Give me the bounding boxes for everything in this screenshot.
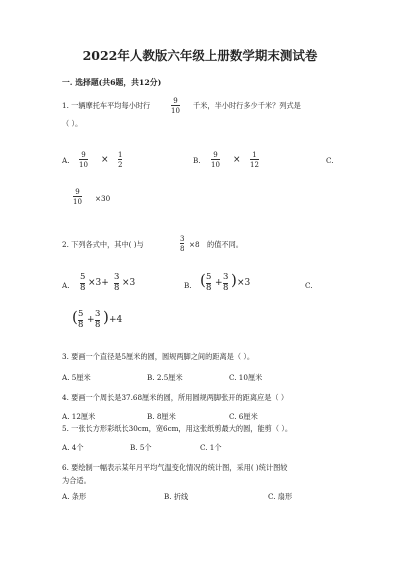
q1-option-b-times: × bbox=[233, 155, 241, 165]
q6-option-b: B. 折线 bbox=[164, 492, 189, 501]
q1-option-a-fraction-1-denominator: 10 bbox=[79, 160, 88, 169]
q1-option-b-fraction-2 bbox=[250, 151, 259, 169]
q5-option-a: A. 4个 bbox=[62, 443, 84, 452]
q1-option-b-fraction-1-denominator: 10 bbox=[211, 160, 220, 169]
q1-option-a-fraction-2-denominator: 2 bbox=[118, 160, 123, 169]
q1-option-a-fraction-2 bbox=[118, 151, 122, 169]
page-title: 2022年人教版六年级上册数学期末测试卷 bbox=[82, 48, 318, 63]
q2-option-a-fraction-2-denominator: 8 bbox=[114, 283, 120, 293]
q1-option-a-fraction-2-numerator: 1 bbox=[118, 151, 123, 159]
q1-stem-part1: 1. 一辆摩托车平均每小时行 bbox=[62, 101, 151, 110]
q2-stem-fraction bbox=[180, 235, 184, 253]
q2-option-c-close-paren: ) bbox=[103, 308, 109, 326]
q2-option-b-fraction-1-denominator: 8 bbox=[206, 283, 212, 293]
q2-option-c-label: C. bbox=[305, 281, 313, 290]
q6-stem-line1: 6. 要绘制一幅表示某年月平均气温变化情况的统计图，采用( )统计图较 bbox=[62, 463, 288, 472]
q2-option-a-fraction-1-denominator: 8 bbox=[80, 283, 86, 293]
q1-stem-part2: 千米，半小时行多少千米？列式是 bbox=[193, 101, 301, 110]
q2-stem-fraction-denominator: 8 bbox=[180, 244, 185, 253]
q2-option-b-end: ×3 bbox=[237, 278, 251, 288]
q5-option-b: B. 5个 bbox=[130, 443, 152, 452]
q1-option-b-fraction-2-denominator: 12 bbox=[250, 160, 259, 169]
q2-option-c-fraction-1-denominator: 8 bbox=[78, 320, 84, 330]
q4-option-b: B. 8厘米 bbox=[147, 412, 176, 421]
q2-option-a-middle: ×3+ bbox=[88, 278, 109, 288]
q1-option-a-fraction-1-numerator: 9 bbox=[81, 151, 86, 159]
q2-option-a-fraction-2-numerator: 3 bbox=[114, 272, 120, 282]
q2-option-a-end: ×3 bbox=[122, 278, 136, 288]
q2-option-b-open-paren: ( bbox=[200, 271, 206, 289]
q4-option-a: A. 12厘米 bbox=[62, 412, 96, 421]
q2-stem-times: ×8 bbox=[189, 240, 200, 249]
q3-option-b: B. 2.5厘米 bbox=[147, 373, 183, 382]
q2-option-a-fraction-1-numerator: 5 bbox=[80, 272, 86, 282]
q2-option-b-fraction-2-numerator: 3 bbox=[223, 272, 229, 282]
q2-stem-part1: 2. 下列各式中，其中( )与 bbox=[62, 240, 144, 249]
q3-option-c: C. 10厘米 bbox=[229, 373, 263, 382]
q1-option-b-fraction-2-numerator: 1 bbox=[252, 151, 257, 159]
q1-option-c-rest: ×30 bbox=[95, 194, 111, 203]
q2-option-b-fraction-1 bbox=[206, 273, 211, 294]
q2-option-c-fraction-1-numerator: 5 bbox=[78, 309, 84, 319]
q1-stem-part3: （ ）。 bbox=[62, 119, 83, 128]
q2-option-c-fraction-2 bbox=[95, 310, 100, 331]
q3-option-a: A. 5厘米 bbox=[62, 373, 91, 382]
q6-stem-line2: 为合适。 bbox=[62, 476, 91, 485]
q4-stem: 4. 要画一个周长是37.68厘米的圆，所用圆规两脚张开的距离应是（ ） bbox=[62, 393, 289, 402]
q1-option-a-label: A. bbox=[62, 156, 70, 165]
q5-option-c: C. 1个 bbox=[200, 443, 222, 452]
q2-option-c-end: +4 bbox=[109, 315, 123, 325]
q1-stem-fraction-denominator: 10 bbox=[171, 106, 180, 115]
q6-option-a: A. 条形 bbox=[62, 492, 87, 501]
q2-option-b-close-paren: ) bbox=[231, 271, 237, 289]
q2-option-a-fraction-2 bbox=[114, 273, 119, 294]
q2-option-c-fraction-2-numerator: 3 bbox=[95, 309, 101, 319]
section-heading: 一. 选择题(共6题，共12分) bbox=[62, 78, 162, 87]
q2-option-c-fraction-1 bbox=[78, 310, 83, 331]
q2-option-c-fraction-2-denominator: 8 bbox=[95, 320, 101, 330]
q1-option-b-label: B. bbox=[193, 156, 201, 165]
q1-option-c-fraction bbox=[73, 188, 82, 206]
q1-stem-fraction bbox=[171, 97, 180, 115]
q2-option-b-label: B. bbox=[184, 281, 192, 290]
q2-option-b-fraction-2-denominator: 8 bbox=[223, 283, 229, 293]
q2-option-c-plus: + bbox=[87, 315, 95, 325]
q1-option-c-fraction-numerator: 9 bbox=[75, 188, 80, 196]
q1-option-b-fraction-1-numerator: 9 bbox=[213, 151, 218, 159]
q2-option-b-plus: + bbox=[215, 278, 223, 288]
q2-option-b-fraction-1-numerator: 5 bbox=[206, 272, 212, 282]
q2-option-b-fraction-2 bbox=[223, 273, 228, 294]
q1-option-c-label: C. bbox=[326, 156, 334, 165]
q2-option-c-open-paren: ( bbox=[72, 308, 78, 326]
q4-option-c: C. 6厘米 bbox=[229, 412, 258, 421]
q6-option-c: C. 扇形 bbox=[268, 492, 293, 501]
q1-option-b-fraction-1 bbox=[211, 151, 220, 169]
q1-option-a-fraction-1 bbox=[79, 151, 88, 169]
q2-option-a-label: A. bbox=[62, 281, 70, 290]
q1-option-a-times: × bbox=[101, 155, 109, 165]
q1-stem-fraction-numerator: 9 bbox=[173, 97, 178, 105]
q5-stem: 5. 一张长方形彩纸长30cm，宽6cm，用这张纸剪最大的圆，能剪（ ）。 bbox=[62, 424, 293, 433]
q2-option-a-fraction-1 bbox=[80, 273, 85, 294]
q1-option-c-fraction-denominator: 10 bbox=[73, 197, 82, 206]
q2-stem-fraction-numerator: 3 bbox=[180, 235, 185, 243]
q2-stem-part2: 的值不同。 bbox=[207, 240, 243, 249]
q3-stem: 3. 要画一个直径是5厘米的圆，圆规两脚之间的距离是（ ）。 bbox=[62, 352, 255, 361]
